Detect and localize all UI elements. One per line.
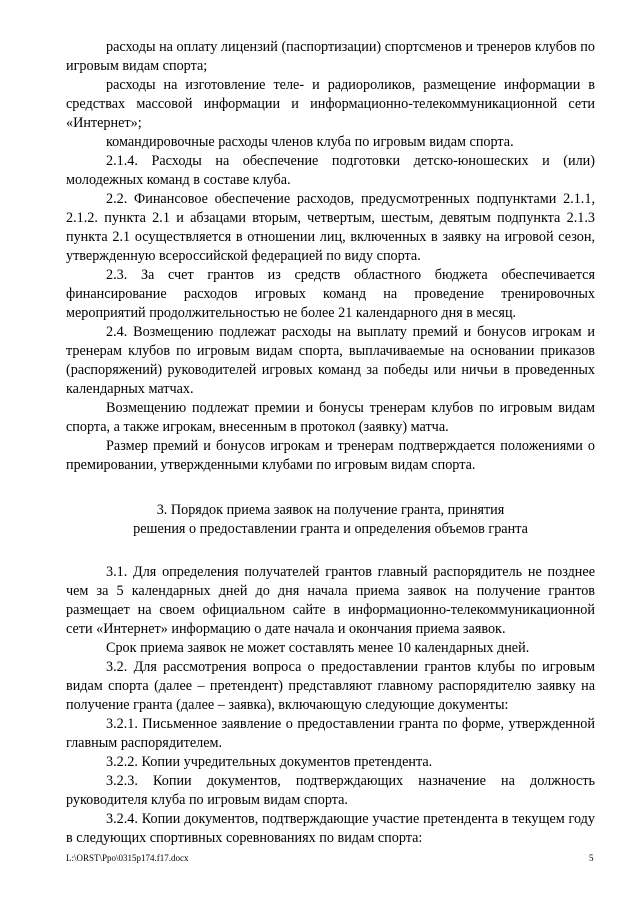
page-number: 5 [589, 853, 594, 863]
section-heading-line: решения о предоставлении гранта и определения объемов гранта [133, 521, 528, 537]
paragraph: Возмещению подлежат премии и бонусы тренерам клубов по игровым видам спорта, а также игрокам, внесенным в протокол (заявку) матча. [66, 400, 595, 435]
paragraph: командировочные расходы членов клуба по игровым видам спорта. [106, 134, 514, 150]
paragraph: 3.2.3. Копии документов, подтверждающих назначение на должность руководителя клуба по игровым видам спорта. [66, 773, 595, 808]
section-heading [66, 501, 595, 539]
section-heading-line: 3. Порядок приема заявок на получение гранта, принятия [156, 502, 505, 518]
paragraph: 3.2.2. Копии учредительных документов претендента. [106, 754, 433, 770]
document-body [66, 38, 595, 848]
paragraph: 2.1.4. Расходы на обеспечение подготовки детско-юношеских и (или) молодежных команд в составе клуба. [66, 153, 595, 188]
paragraph: расходы на изготовление теле- и радиороликов, размещение информации в средствах массовой информации и информационно-телекоммуникационной сети «Интернет»; [66, 77, 595, 131]
paragraph: 2.3. За счет грантов из средств областного бюджета обеспечивается финансирование расходов игровых команд на проведение тренировочных мероприятий продолжительностью не более 21 календарного дня в месяц. [66, 267, 595, 321]
paragraph: 3.2.1. Письменное заявление о предоставлении гранта по форме, утвержденной главным распорядителем. [66, 716, 595, 751]
paragraph: расходы на оплату лицензий (паспортизации) спортсменов и тренеров клубов по игровым видам спорта; [66, 39, 595, 74]
paragraph: Размер премий и бонусов игрокам и тренерам подтверждается положениями о премировании, утвержденными клубами по игровым видам спорта. [66, 438, 595, 473]
paragraph: 2.4. Возмещению подлежат расходы на выплату премий и бонусов игрокам и тренерам клубов по игровым видам спорта, выплачиваемые на основании приказов (распоряжений) руководителей игровых команд за победы или ничьи в проведенных календарных матчах. [66, 324, 595, 397]
paragraph: Срок приема заявок не может составлять менее 10 календарных дней. [106, 640, 530, 656]
paragraph: 2.2. Финансовое обеспечение расходов, предусмотренных подпунктами 2.1.1, 2.1.2. пункта 2.1 и абзацами вторым, четвертым, шестым, девятым подпункта 2.1.3 пункта 2.1 осуществляется в отношении лиц, включенных в заявку на игровой сезон, утвержденную всероссийской федерацией по виду спорта. [66, 191, 595, 264]
footer-file-path: L:\ORST\Ppo\0315p174.f17.docx [66, 853, 189, 863]
paragraph: 3.2.4. Копии документов, подтверждающие участие претендента в текущем году в следующих спортивных соревнованиях по видам спорта: [66, 811, 595, 846]
paragraph: 3.2. Для рассмотрения вопроса о предоставлении грантов клубы по игровым видам спорта (далее – претендент) представляют главному распорядителю заявку на получение гранта (далее – заявка), включающую следующие документы: [66, 659, 595, 713]
paragraph: 3.1. Для определения получателей грантов главный распорядитель не позднее чем за 5 календарных дней до дня начала приема заявок на получение грантов размещает на своем официальном сайте в информационно-телекоммуникационной сети «Интернет» информацию о дате начала и окончания приема заявок. [66, 564, 595, 637]
